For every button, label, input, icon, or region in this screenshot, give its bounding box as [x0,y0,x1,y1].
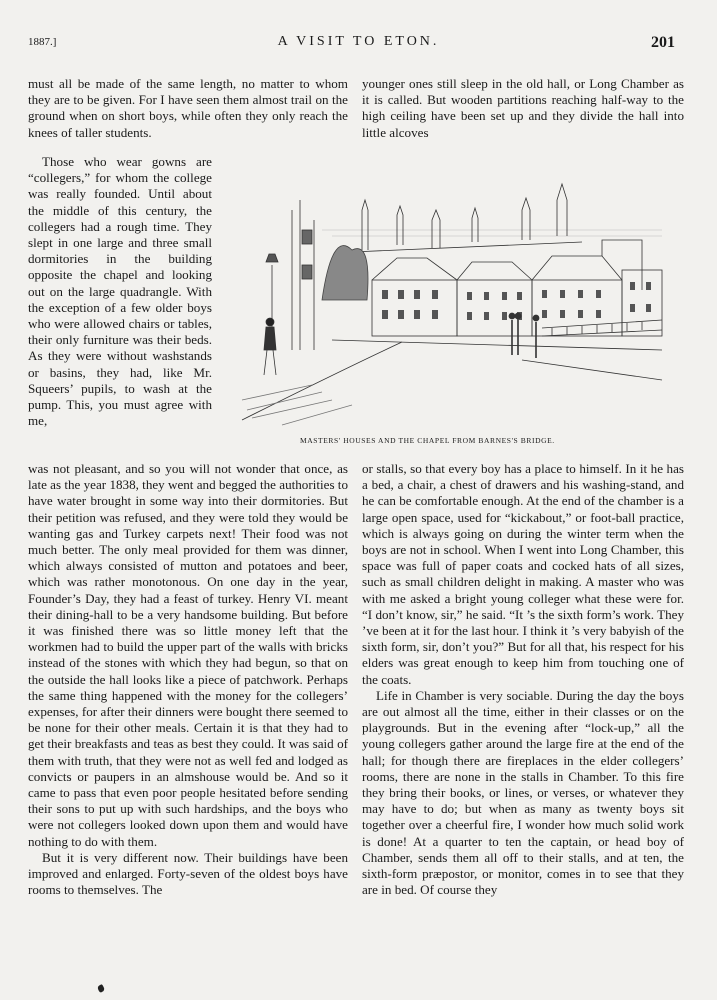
left-column-narrow [28,154,212,429]
paragraph: was not pleasant, and so you will not wonder that once, as late as the year 1838, they went and begged the authorities to have water brought in some way into their dormitories. But their petition was refused, and they were told they would be wanting gas and Turkey carpets next! Their food was not much better. The only meal provided for them was dinner, which always consisted of mutton and potatoes and beer, which was rather monotonous. On one day in the year, Founder’s Day, they had a feast of turkey. Henry VI. meant their dining-hall to be a very handsome building. But before it was finished there was so little money left that the workmen had to build the upper part of the walls with bricks instead of the stones with which they had begun, so that on the outside the hall looks like a piece of patchwork. Perhaps the same thing happened with the money for the collegers’ expenses, for after their dinners were bought there seemed to be none for their other meals. Certain it is that they had to get their breakfasts and teas as best they could. It was said of them with truth, that they were not as well fed and lodged as convicts or paupers in an almshouse would be. And so it came to pass that even poor people hesitated before sending their sons to put up with such hardships, and the boys who were not collegers looked down upon them and would have nothing to do with them. [28,461,348,849]
illustration-eton-chapel [222,170,686,442]
paragraph: or stalls, so that every boy has a place to himself. In it he has a bed, a chair, a chest of drawers and his washing-stand, and he can be comfortable enough. At the end of the chamber is a large open space, used for “kickabout,” or foot-ball practice, which is always going on during the winter term when the boys are not in school. When I went into Long Chamber, this space was full of paper coats and cocked hats of all sizes, such as small children delight in making. A master who was with me asked a bright young colleger what these were for. “I don’t know, sir,” he said. “It ’s the sixth form’s work. They ’ve been at it for the last hour. I think it ’s very babyish of the sixth form, sir, don’t you?” But for all that, his respect for his elders was great enough to keep him from touching one of the coats. [362,461,684,687]
right-column-bottom [362,461,684,898]
paragraph: must all be made of the same length, no matter to whom they are to be given. For I have seen them almost trail on the ground when on short boys, while often they only reach the knees of taller students. [28,76,348,140]
left-column-bottom [28,461,348,898]
left-column-top [28,76,348,141]
paragraph: But it is very different now. Their buildings have been improved and enlarged. Forty-seven of the oldest boys have rooms to themselves. The [28,849,348,898]
figure-caption: MASTERS' HOUSES AND THE CHAPEL FROM BARNES'S BRIDGE. [300,436,555,445]
right-column-top [362,76,684,141]
ink-mark [97,984,106,993]
engraving-drawing [222,170,686,432]
paragraph: younger ones still sleep in the old hall, or Long Chamber as it is called. But wooden partitions reaching half-way to the high ceiling have been set up and they divide the hall into little alcoves [362,76,684,140]
paragraph: Those who wear gowns are “collegers,” for whom the college was really founded. Until about the middle of this century, the collegers had a rough time. They slept in one large and three small dormitories in the building opposite the chapel and looking out on the large quadrangle. With the exception of a few older boys who were allowed chairs or tables, their only furniture was their beds. As they were without washstands or basins, they had, like Mr. Squeers’ pupils, to wash at the pump. This, you must agree with me, [28,154,212,429]
header-title: A VISIT TO ETON. [277,34,440,49]
page-number: 201 [651,34,675,51]
header-year: 1887.] [28,36,57,48]
running-header [0,34,717,54]
paragraph: Life in Chamber is very sociable. During the day the boys are out almost all the time, either in their classes or on the playgrounds. But in the evening after “lock-up,” all the young collegers gather around the large fire at the end of the hall; for though there are fireplaces in the elder collegers’ rooms, there are none in the stalls in Chamber. To this fire they bring their books, or lines, or verses, or whatever they may have to do; but when as many as twenty boys sit together over a cheerful fire, I wonder how much solid work is done! At a quarter to ten the captain, or head boy of Chamber, sends them all off to their stalls, and at ten, the sixth-form præpostor, or monitor, comes in to see that they are in bed. Of course they [362,687,684,898]
